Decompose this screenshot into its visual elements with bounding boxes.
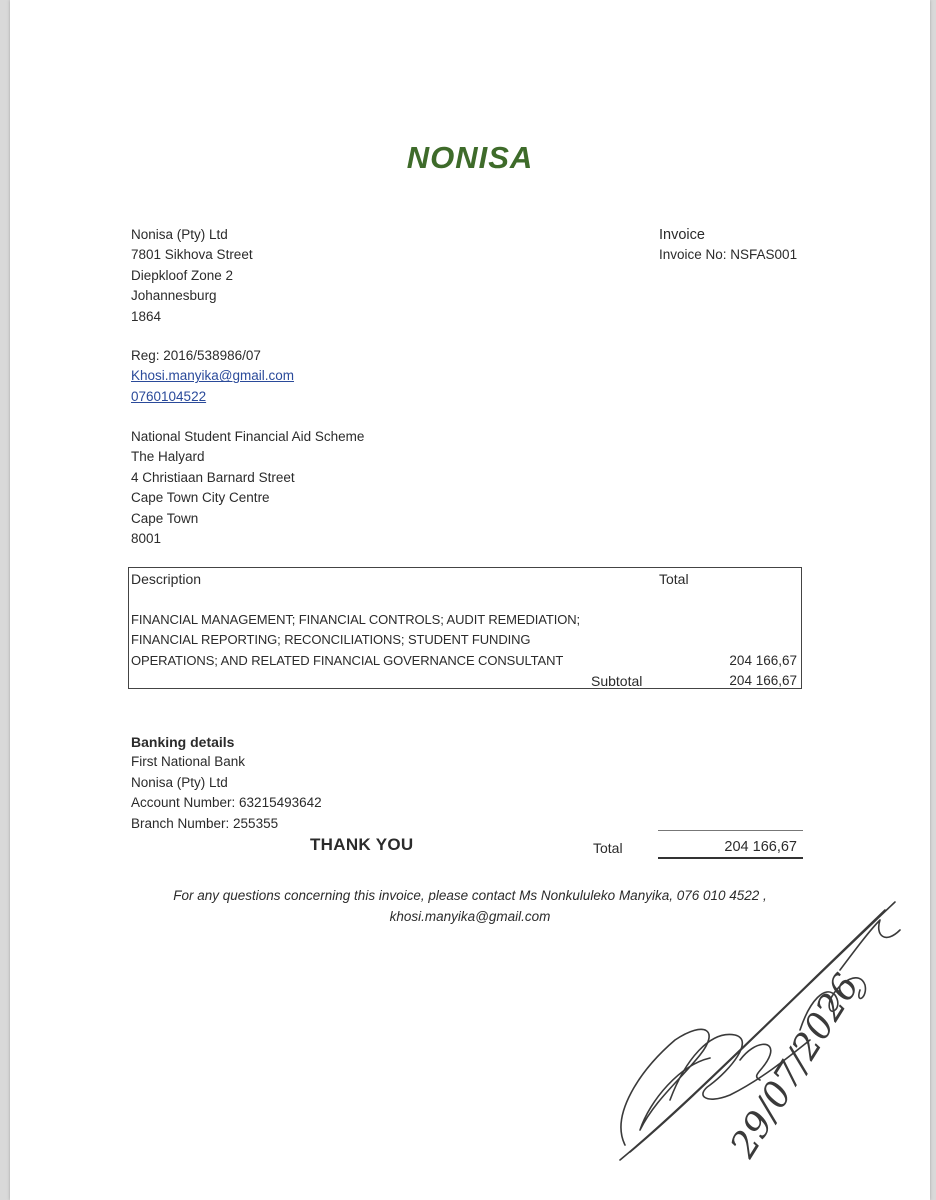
sender-line: 7801 Sikhova Street xyxy=(131,247,253,263)
signature-date: 29/07/2026 xyxy=(722,967,868,1165)
subtotal-amount: 204 166,67 xyxy=(729,673,797,688)
branch-number: Branch Number: 255355 xyxy=(131,815,279,831)
subtotal-label: Subtotal xyxy=(591,673,643,689)
line-items-table xyxy=(128,567,802,689)
banking-title: Banking details xyxy=(131,734,235,750)
handwritten-signature xyxy=(610,890,910,1190)
item-description-line: FINANCIAL REPORTING; RECONCILIATIONS; STUDENT FUNDING xyxy=(131,632,531,648)
total-top-rule xyxy=(658,830,803,831)
recipient-line: 8001 xyxy=(131,531,162,547)
account-number: Account Number: 63215493642 xyxy=(131,795,322,811)
invoice-page xyxy=(10,0,930,1200)
sender-line: 1864 xyxy=(131,308,162,324)
recipient-line: The Halyard xyxy=(131,449,205,465)
sender-line: Nonisa (Pty) Ltd xyxy=(131,227,228,242)
sender-address xyxy=(131,225,253,327)
invoice-title: Invoice xyxy=(659,227,705,243)
account-name: Nonisa (Pty) Ltd xyxy=(131,774,228,790)
sender-phone-link[interactable]: 0760104522 xyxy=(131,388,207,404)
item-description-line: FINANCIAL MANAGEMENT; FINANCIAL CONTROLS; AUDIT REMEDIATION; xyxy=(131,612,581,627)
footer-line: For any questions concerning this invoice, please contact Ms Nonkululeko Manyika, 076 010 4522 , xyxy=(173,888,767,903)
sender-line: Johannesburg xyxy=(131,288,217,304)
item-amount: 204 166,67 xyxy=(729,653,797,668)
sender-contact xyxy=(131,346,294,407)
grand-total-amount: 204 166,67 xyxy=(724,839,797,855)
recipient-address xyxy=(131,427,364,549)
total-header: Total xyxy=(659,571,689,587)
recipient-line: Cape Town xyxy=(131,510,199,526)
company-logo-text: NONISA xyxy=(406,140,534,175)
item-description-line: OPERATIONS; AND RELATED FINANCIAL GOVERNANCE CONSULTANT xyxy=(131,652,564,668)
description-header: Description xyxy=(131,571,202,587)
total-bottom-rule xyxy=(658,857,803,859)
item-description xyxy=(131,610,580,671)
invoice-number: Invoice No: NSFAS001 xyxy=(659,247,798,262)
registration-number: Reg: 2016/538986/07 xyxy=(131,348,261,363)
thank-you-text: THANK YOU xyxy=(310,835,414,854)
footer-email: khosi.manyika@gmail.com xyxy=(389,909,551,924)
banking-details xyxy=(131,732,322,834)
sender-line: Diepkloof Zone 2 xyxy=(131,267,234,283)
sender-email-link[interactable]: Khosi.manyika@gmail.com xyxy=(131,368,295,384)
recipient-line: National Student Financial Aid Scheme xyxy=(131,429,365,444)
grand-total-label: Total xyxy=(593,840,623,856)
recipient-line: Cape Town City Centre xyxy=(131,490,270,506)
bank-name: First National Bank xyxy=(131,754,246,770)
recipient-line: 4 Christiaan Barnard Street xyxy=(131,469,295,485)
